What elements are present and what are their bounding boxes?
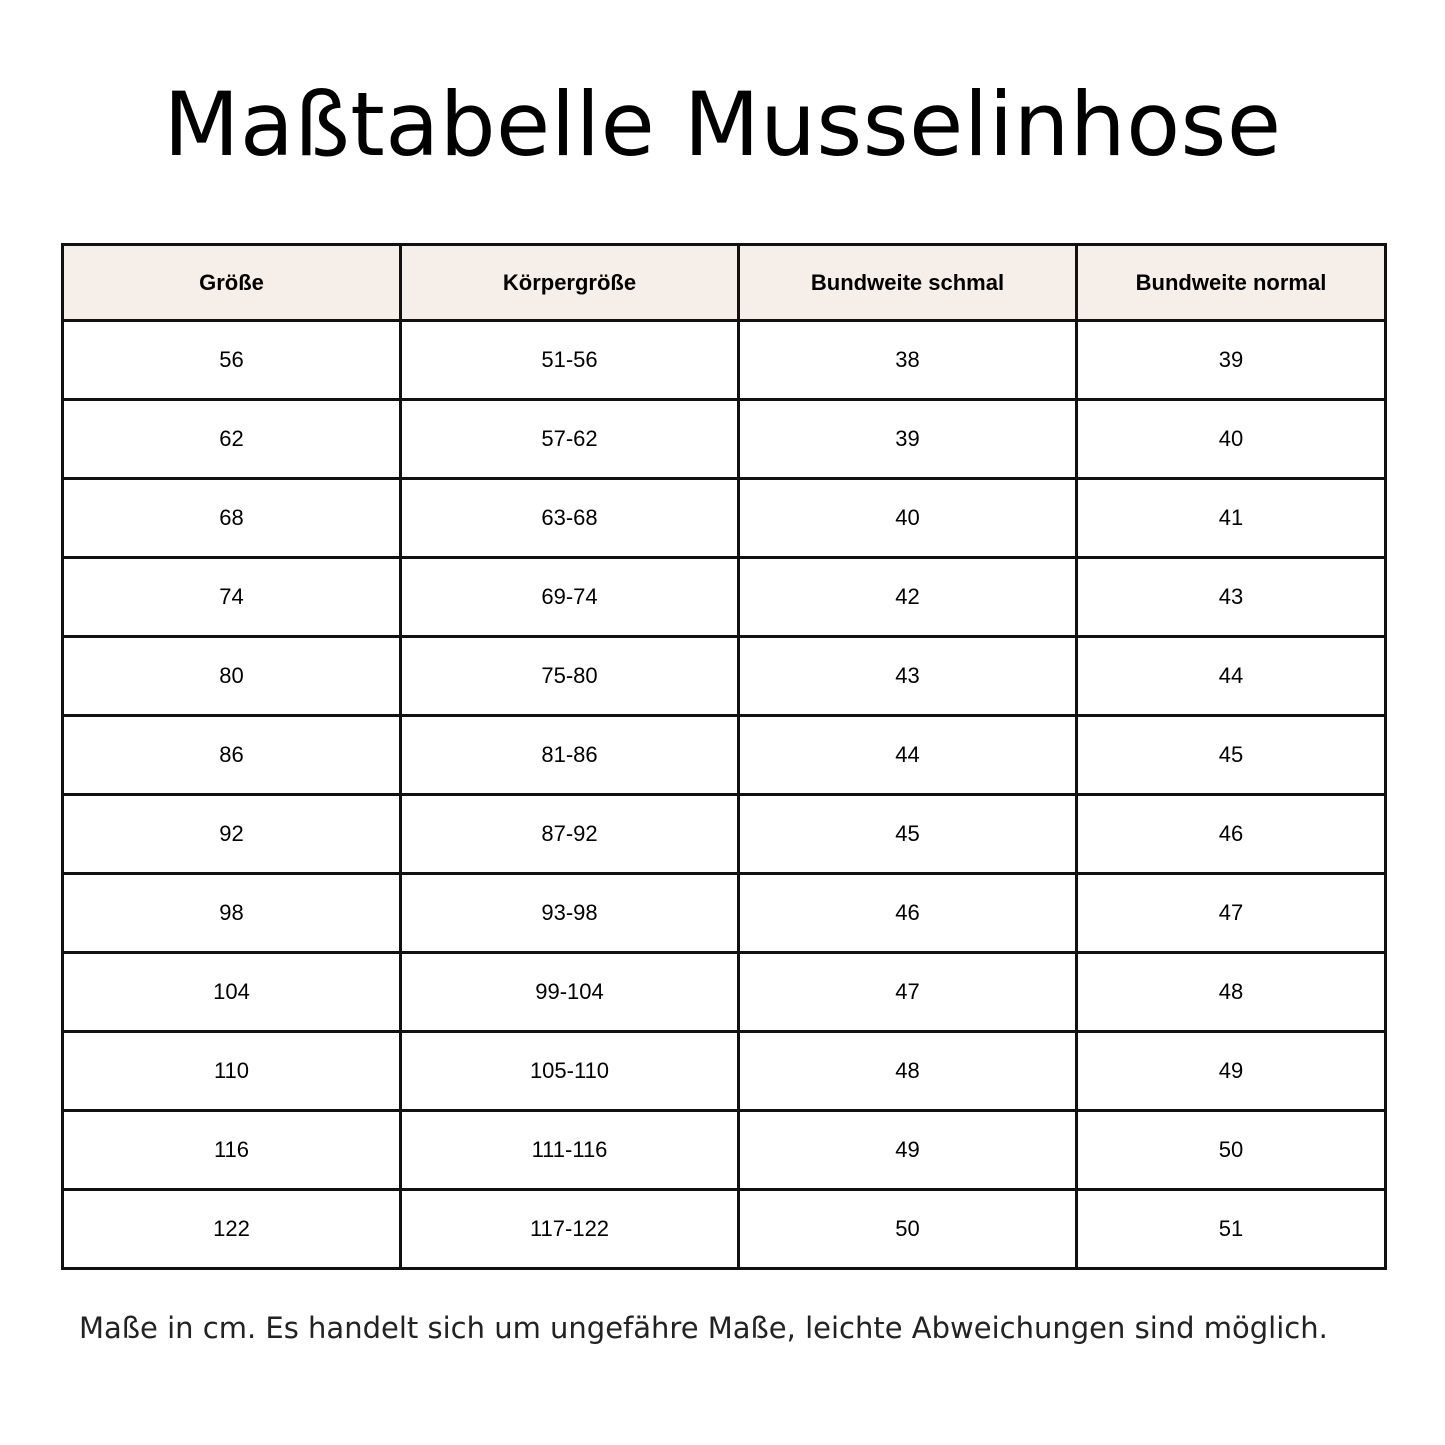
- cell-bundweite-normal: 48: [1077, 953, 1386, 1032]
- header-bundweite-normal: Bundweite normal: [1077, 245, 1386, 321]
- cell-bundweite-normal: 51: [1077, 1190, 1386, 1269]
- cell-bundweite-normal: 47: [1077, 874, 1386, 953]
- table-row: [63, 637, 1386, 716]
- table-row: [63, 795, 1386, 874]
- header-groesse: Größe: [63, 245, 401, 321]
- cell-bundweite-schmal: 48: [739, 1032, 1077, 1111]
- cell-bundweite-normal: 41: [1077, 479, 1386, 558]
- cell-bundweite-schmal: 42: [739, 558, 1077, 637]
- cell-bundweite-schmal: 50: [739, 1190, 1077, 1269]
- table-row: [63, 716, 1386, 795]
- cell-bundweite-normal: 43: [1077, 558, 1386, 637]
- cell-groesse: 98: [63, 874, 401, 953]
- cell-koerpergroesse: 75-80: [401, 637, 739, 716]
- cell-bundweite-normal: 46: [1077, 795, 1386, 874]
- cell-bundweite-schmal: 45: [739, 795, 1077, 874]
- table-row: [63, 1111, 1386, 1190]
- header-koerpergroesse: Körpergröße: [401, 245, 739, 321]
- cell-groesse: 110: [63, 1032, 401, 1111]
- footnote: Maße in cm. Es handelt sich um ungefähre Maße, leichte Abweichungen sind möglich.: [79, 1311, 1328, 1345]
- cell-koerpergroesse: 57-62: [401, 400, 739, 479]
- cell-groesse: 86: [63, 716, 401, 795]
- cell-bundweite-schmal: 38: [739, 321, 1077, 400]
- cell-bundweite-normal: 39: [1077, 321, 1386, 400]
- table-row: [63, 874, 1386, 953]
- cell-koerpergroesse: 69-74: [401, 558, 739, 637]
- cell-bundweite-normal: 50: [1077, 1111, 1386, 1190]
- cell-koerpergroesse: 51-56: [401, 321, 739, 400]
- cell-koerpergroesse: 63-68: [401, 479, 739, 558]
- header-bundweite-schmal: Bundweite schmal: [739, 245, 1077, 321]
- cell-bundweite-schmal: 49: [739, 1111, 1077, 1190]
- cell-koerpergroesse: 105-110: [401, 1032, 739, 1111]
- cell-groesse: 122: [63, 1190, 401, 1269]
- table-row: [63, 321, 1386, 400]
- table-row: [63, 400, 1386, 479]
- cell-bundweite-schmal: 44: [739, 716, 1077, 795]
- table-row: [63, 1190, 1386, 1269]
- cell-koerpergroesse: 81-86: [401, 716, 739, 795]
- cell-groesse: 92: [63, 795, 401, 874]
- cell-bundweite-normal: 49: [1077, 1032, 1386, 1111]
- cell-groesse: 104: [63, 953, 401, 1032]
- table-row: [63, 558, 1386, 637]
- cell-koerpergroesse: 99-104: [401, 953, 739, 1032]
- cell-koerpergroesse: 93-98: [401, 874, 739, 953]
- cell-koerpergroesse: 87-92: [401, 795, 739, 874]
- table-header-row: [63, 245, 1386, 321]
- cell-groesse: 56: [63, 321, 401, 400]
- cell-groesse: 80: [63, 637, 401, 716]
- cell-bundweite-schmal: 39: [739, 400, 1077, 479]
- table-row: [63, 1032, 1386, 1111]
- cell-bundweite-normal: 44: [1077, 637, 1386, 716]
- cell-bundweite-schmal: 43: [739, 637, 1077, 716]
- cell-bundweite-schmal: 40: [739, 479, 1077, 558]
- table-body: [63, 321, 1386, 1269]
- page-title: Maßtabelle Musselinhose: [163, 73, 1282, 176]
- cell-koerpergroesse: 111-116: [401, 1111, 739, 1190]
- cell-koerpergroesse: 117-122: [401, 1190, 739, 1269]
- table-row: [63, 479, 1386, 558]
- cell-bundweite-normal: 40: [1077, 400, 1386, 479]
- cell-bundweite-schmal: 46: [739, 874, 1077, 953]
- size-chart-table: [61, 243, 1387, 1270]
- cell-groesse: 74: [63, 558, 401, 637]
- cell-groesse: 116: [63, 1111, 401, 1190]
- cell-bundweite-schmal: 47: [739, 953, 1077, 1032]
- cell-groesse: 68: [63, 479, 401, 558]
- table-row: [63, 953, 1386, 1032]
- cell-bundweite-normal: 45: [1077, 716, 1386, 795]
- cell-groesse: 62: [63, 400, 401, 479]
